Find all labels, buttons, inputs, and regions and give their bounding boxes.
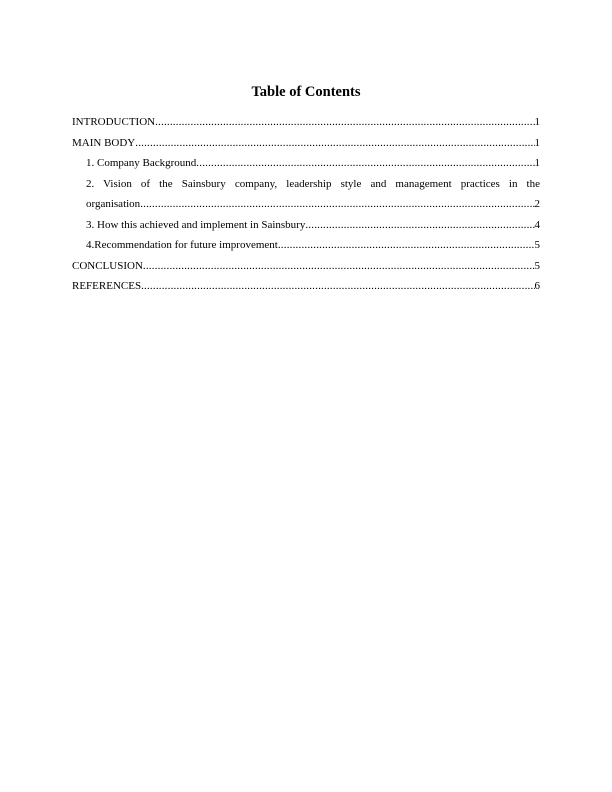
toc-page-number: 4: [534, 218, 540, 231]
toc-entry-label-line1: 2. Vision of the Sainsbury company, leadership style and management practices in the: [86, 177, 540, 190]
toc-entry-introduction[interactable]: [72, 112, 540, 133]
dot-leader: [278, 235, 535, 256]
dot-leader: [196, 153, 534, 174]
toc-entry-label: 1. Company Background: [86, 157, 197, 169]
toc-entry-vision[interactable]: [72, 174, 540, 215]
dot-leader: [140, 194, 534, 215]
dot-leader: [143, 256, 535, 277]
toc-page-number: 6: [534, 280, 540, 292]
dot-leader: [305, 215, 534, 236]
dot-leader: [135, 133, 534, 154]
table-of-contents: [72, 112, 540, 297]
toc-entry-references[interactable]: [72, 276, 540, 297]
toc-entry-company-background[interactable]: [72, 153, 540, 174]
toc-page-number: 1: [534, 116, 540, 128]
toc-page-number: 5: [534, 259, 540, 272]
toc-entry-recommendation[interactable]: [72, 235, 540, 256]
toc-entry-label-line2: organisation: [86, 198, 141, 210]
toc-entry-implementation[interactable]: [72, 215, 540, 236]
toc-title: Table of Contents: [251, 84, 361, 100]
toc-page-number: 1: [534, 157, 540, 169]
toc-entry-label: CONCLUSION: [72, 259, 143, 272]
toc-entry-main-body[interactable]: [72, 133, 540, 154]
toc-page-number: 1: [534, 136, 540, 149]
dot-leader: [155, 112, 534, 133]
toc-page-number: 2: [534, 198, 540, 210]
toc-entry-label: REFERENCES: [72, 280, 142, 292]
toc-entry-label: MAIN BODY: [72, 136, 136, 149]
dot-leader: [141, 276, 534, 297]
toc-entry-label: 3. How this achieved and implement in Sainsbury: [86, 218, 306, 231]
toc-page-number: 5: [534, 239, 540, 251]
toc-entry-label: 4.Recommendation for future improvement: [86, 239, 278, 251]
toc-entry-label: INTRODUCTION: [72, 116, 156, 128]
toc-entry-conclusion[interactable]: [72, 256, 540, 277]
